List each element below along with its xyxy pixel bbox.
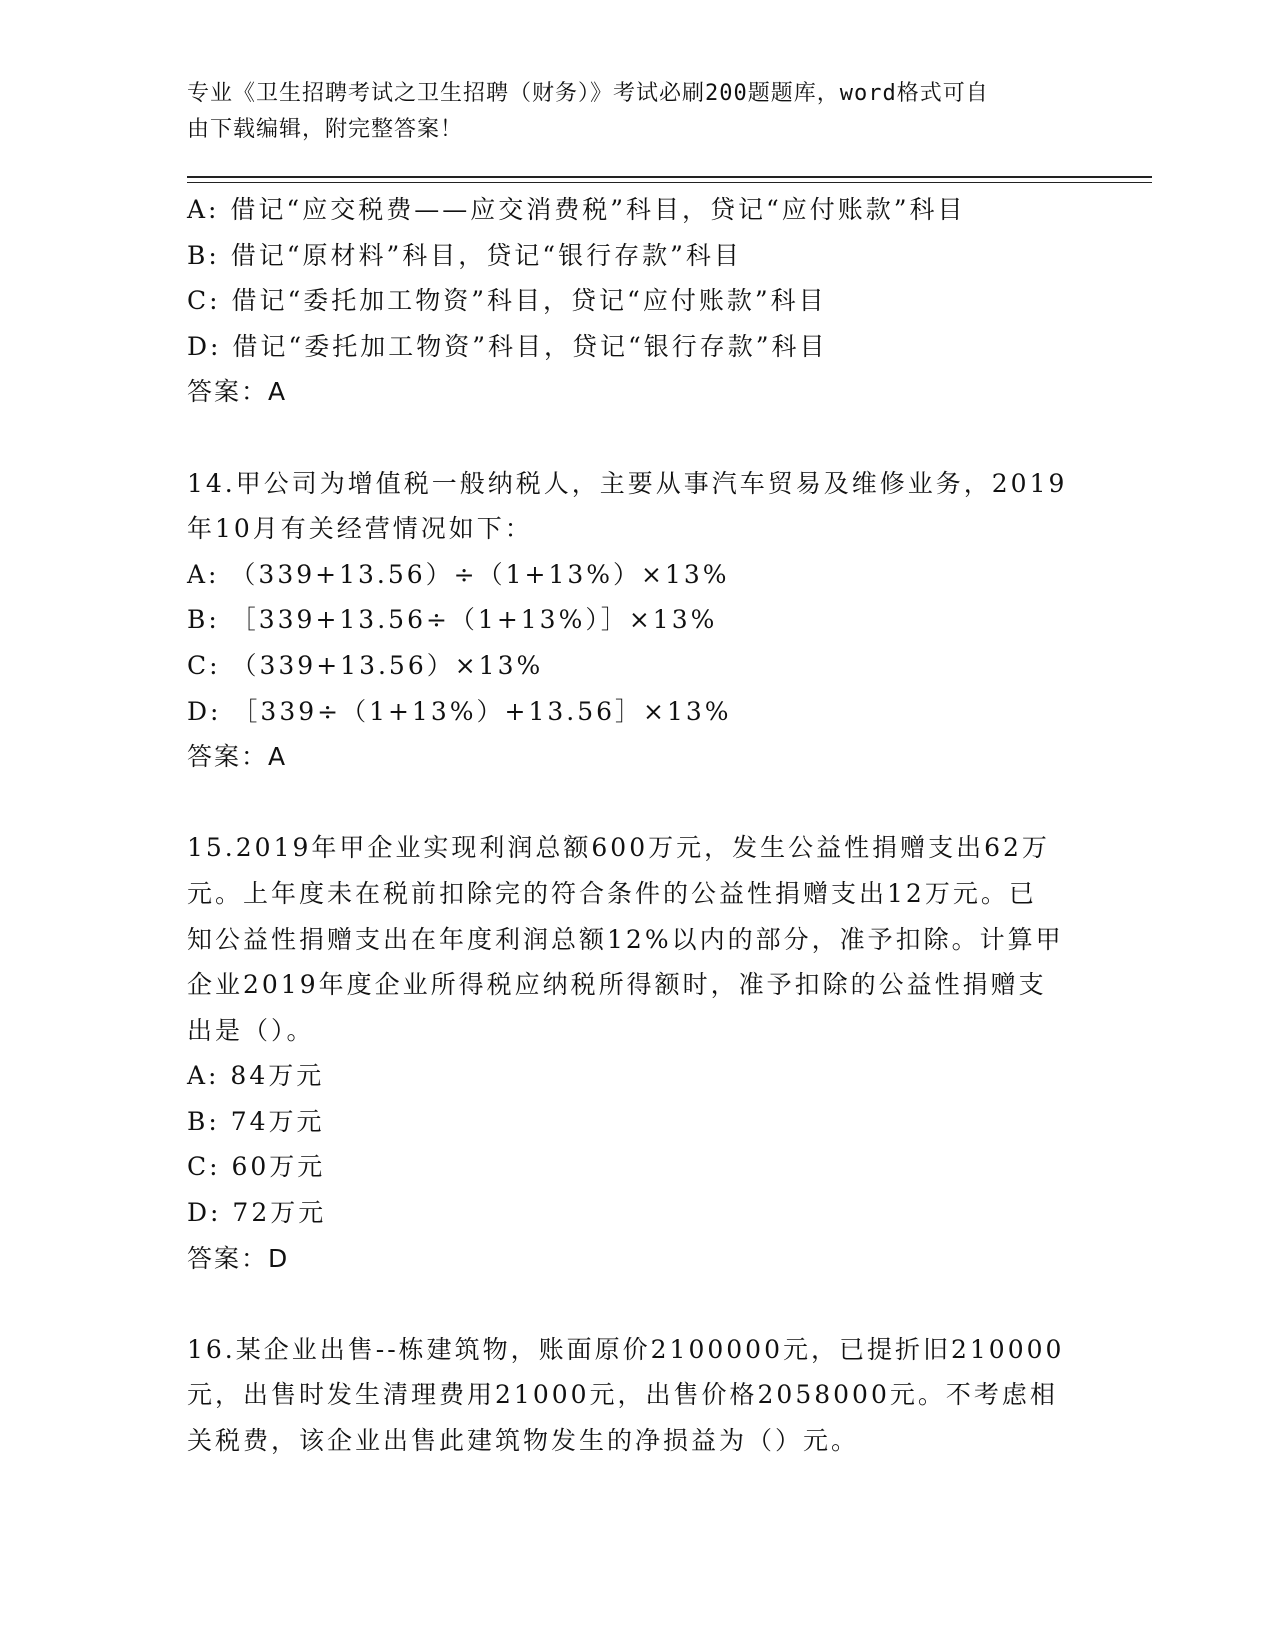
question-14: [187, 461, 1087, 780]
header-line-2: 由下载编辑，附完整答案！: [187, 117, 464, 142]
option-d: D: 借记“委托加工物资”科目，贷记“银行存款”科目: [187, 331, 828, 361]
option-b: B: ［339+13.56÷（1+13%）］×13%: [187, 605, 718, 635]
question-stem-line: 元，出售时发生清理费用21000元，出售价格2058000元。不考虑相: [187, 1380, 1058, 1410]
option-a: A: 84万元: [187, 1061, 325, 1091]
header-line-1: 专业《卫生招聘考试之卫生招聘（财务）》考试必刷200题题库，word格式可自: [187, 81, 989, 106]
header-rule-thin: [187, 182, 1152, 183]
option-c: C: 借记“委托加工物资”科目，贷记“应付账款”科目: [187, 286, 827, 316]
question-stem-line: 14.甲公司为增值税一般纳税人，主要从事汽车贸易及维修业务，2019: [187, 468, 1068, 498]
option-a: A: （339+13.56）÷（1+13%）×13%: [187, 559, 730, 589]
answer: 答案：A: [187, 742, 288, 772]
question-stem-line: 知公益性捐赠支出在年度利润总额12%以内的部分，准予扣除。计算甲: [187, 924, 1064, 954]
document-header: [187, 76, 1067, 148]
question-15: [187, 825, 1087, 1281]
question-content: [187, 187, 1087, 1464]
option-a: A: 借记“应交税费——应交消费税”科目，贷记“应付账款”科目: [187, 195, 966, 224]
spacer: [187, 780, 1087, 826]
option-b: B: 借记“原材料”科目，贷记“银行存款”科目: [187, 240, 742, 270]
question-13: [187, 187, 1087, 415]
question-stem-line: 出是（）。: [187, 1015, 315, 1045]
question-stem-line: 企业2019年度企业所得税应纳税所得额时，准予扣除的公益性捐赠支: [187, 970, 1047, 1000]
option-c: C: 60万元: [187, 1152, 326, 1182]
spacer: [187, 1281, 1087, 1327]
option-d: D: ［339÷（1+13%）+13.56］×13%: [187, 696, 732, 726]
question-16: [187, 1327, 1087, 1464]
spacer: [187, 415, 1087, 461]
header-rule-thick: [187, 176, 1152, 178]
question-stem-line: 元。上年度未在税前扣除完的符合条件的公益性捐赠支出12万元。已: [187, 878, 1037, 908]
answer: 答案：D: [187, 1243, 290, 1273]
question-stem-line: 16.某企业出售--栋建筑物，账面原价2100000元，已提折旧210000: [187, 1334, 1065, 1364]
question-stem-line: 关税费，该企业出售此建筑物发生的净损益为（）元。: [187, 1426, 860, 1456]
option-d: D: 72万元: [187, 1198, 327, 1228]
answer: 答案：A: [187, 377, 288, 407]
option-b: B: 74万元: [187, 1106, 325, 1136]
question-stem-line: 年10月有关经营情况如下：: [187, 514, 533, 544]
question-stem-line: 15.2019年甲企业实现利润总额600万元，发生公益性捐赠支出62万: [187, 833, 1050, 863]
option-c: C: （339+13.56）×13%: [187, 650, 544, 680]
